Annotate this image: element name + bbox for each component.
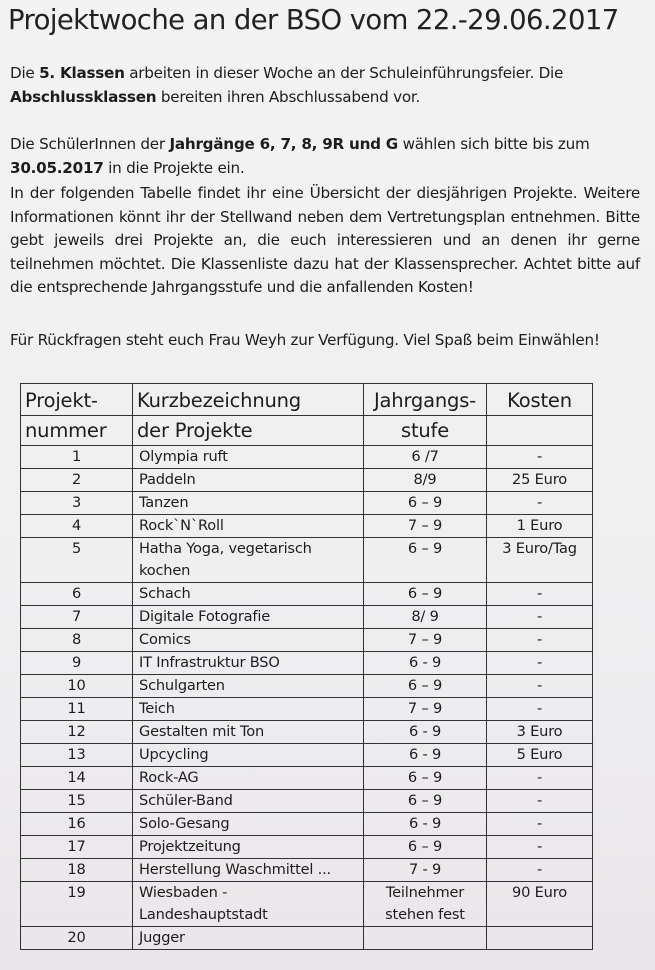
table-row (21, 813, 593, 836)
cell-project-number: 12 (21, 721, 133, 744)
table-row (21, 652, 593, 675)
header-short-name-2: der Projekte (133, 416, 364, 446)
cell-project-name: Digitale Fotografie (133, 606, 364, 629)
text-segment: wählen sich bitte bis zum (398, 135, 590, 153)
cell-costs: 3 Euro/Tag (487, 538, 593, 583)
table-row (21, 583, 593, 606)
cell-project-name: Schach (133, 583, 364, 606)
cell-project-name: Paddeln (133, 469, 364, 492)
bold-segment: Abschlussklassen (10, 87, 157, 106)
table-row (21, 767, 593, 790)
cell-project-number: 8 (21, 629, 133, 652)
cell-costs: - (487, 790, 593, 813)
cell-project-number: 7 (21, 606, 133, 629)
header-costs: Kosten (487, 384, 593, 416)
cell-project-name: Schulgarten (133, 675, 364, 698)
cell-grade-level: 6 – 9 (364, 836, 487, 859)
table-row (21, 790, 593, 813)
cell-grade-level (364, 927, 487, 950)
cell-project-name: Rock`N`Roll (133, 515, 364, 538)
cell-grade-level: 8/9 (364, 469, 487, 492)
cell-grade-level: 6 – 9 (364, 538, 487, 583)
cell-project-name: Projektzeitung (133, 836, 364, 859)
table-row (21, 446, 593, 469)
intro-paragraph-deadline (10, 133, 640, 180)
bold-segment: 30.05.2017 (10, 158, 104, 177)
cell-project-number: 13 (21, 744, 133, 767)
table-row (21, 721, 593, 744)
cell-project-number: 19 (21, 882, 133, 927)
text-segment: arbeiten in dieser Woche an der Schuleinführungsfeier. Die (124, 64, 564, 82)
text-segment: Die SchülerInnen der (10, 135, 170, 153)
cell-costs: - (487, 583, 593, 606)
cell-costs: - (487, 767, 593, 790)
table-header-row-2 (21, 416, 593, 446)
cell-costs: - (487, 446, 593, 469)
header-costs-2 (487, 416, 593, 446)
cell-grade-level: 7 – 9 (364, 629, 487, 652)
table-row (21, 515, 593, 538)
cell-project-name: IT Infrastruktur BSO (133, 652, 364, 675)
cell-costs: - (487, 606, 593, 629)
intro-paragraph-classes (10, 62, 640, 109)
intro-paragraph-instructions: In der folgenden Tabelle findet ihr eine Übersicht der diesjährigen Projekte. Weitere Informationen könnt ihr der Stellwand neben dem Vertretungsplan entnehmen. Bitte gebt jeweils drei Projekte an, die euch interessieren und an denen ihr gerne teilnehmen möchtet. Die Klassenliste dazu hat der Klassensprecher. Achtet bitte auf die entsprechende Jahrgangsstufe und die anfallenden Kosten! (10, 184, 640, 296)
table-row (21, 882, 593, 927)
cell-grade-level: 6 – 9 (364, 767, 487, 790)
cell-costs: 5 Euro (487, 744, 593, 767)
table-row (21, 698, 593, 721)
cell-costs: - (487, 698, 593, 721)
cell-project-number: 17 (21, 836, 133, 859)
cell-costs: - (487, 675, 593, 698)
cell-project-name: Hatha Yoga, vegetarisch kochen (133, 538, 364, 583)
projects-table (20, 383, 593, 950)
cell-grade-level: 6 - 9 (364, 721, 487, 744)
cell-project-name: Jugger (133, 927, 364, 950)
cell-project-name: Upcycling (133, 744, 364, 767)
cell-costs: - (487, 859, 593, 882)
cell-project-number: 11 (21, 698, 133, 721)
cell-project-number: 6 (21, 583, 133, 606)
cell-grade-level: 6 – 9 (364, 492, 487, 515)
cell-project-name: Gestalten mit Ton (133, 721, 364, 744)
text-segment: Die (10, 64, 40, 82)
cell-grade-level: 6 - 9 (364, 652, 487, 675)
table-row (21, 675, 593, 698)
cell-project-name: Tanzen (133, 492, 364, 515)
cell-project-name: Herstellung Waschmittel ... (133, 859, 364, 882)
table-row (21, 836, 593, 859)
header-project-number-2: nummer (21, 416, 133, 446)
bold-segment: 5. Klassen (39, 64, 125, 82)
page-title: Projektwoche an der BSO vom 22.-29.06.2017 (8, 4, 619, 36)
cell-project-name: Olympia ruft (133, 446, 364, 469)
header-grade-level: Jahrgangs- (364, 384, 487, 416)
table-row (21, 744, 593, 767)
cell-project-number: 5 (21, 538, 133, 583)
cell-project-number: 15 (21, 790, 133, 813)
cell-project-number: 20 (21, 927, 133, 950)
table-row (21, 927, 593, 950)
cell-costs: 90 Euro (487, 882, 593, 927)
cell-grade-level: 8/ 9 (364, 606, 487, 629)
cell-grade-level: 6 - 9 (364, 744, 487, 767)
table-row (21, 606, 593, 629)
text-segment: in die Projekte ein. (103, 158, 245, 177)
text-segment: bereiten ihren Abschlussabend vor. (156, 87, 421, 106)
cell-costs: - (487, 652, 593, 675)
header-short-name: Kurzbezeichnung (133, 384, 364, 416)
cell-project-number: 2 (21, 469, 133, 492)
cell-project-number: 3 (21, 492, 133, 515)
cell-grade-level: 7 – 9 (364, 698, 487, 721)
table-row (21, 859, 593, 882)
cell-costs (487, 927, 593, 950)
table-row (21, 492, 593, 515)
cell-costs: - (487, 836, 593, 859)
cell-grade-level: 7 – 9 (364, 515, 487, 538)
cell-project-number: 9 (21, 652, 133, 675)
cell-costs: - (487, 492, 593, 515)
bold-segment: Jahrgänge 6, 7, 8, 9R und G (169, 135, 398, 153)
cell-costs: 3 Euro (487, 721, 593, 744)
cell-project-number: 4 (21, 515, 133, 538)
table-header-row (21, 384, 593, 416)
cell-project-number: 14 (21, 767, 133, 790)
cell-project-name: Teich (133, 698, 364, 721)
table-row (21, 538, 593, 583)
cell-project-number: 16 (21, 813, 133, 836)
cell-project-name: Schüler-Band (133, 790, 364, 813)
cell-project-number: 1 (21, 446, 133, 469)
cell-project-name: Rock-AG (133, 767, 364, 790)
cell-project-name: Solo-Gesang (133, 813, 364, 836)
header-grade-level-2: stufe (364, 416, 487, 446)
table-row (21, 469, 593, 492)
header-project-number: Projekt- (21, 384, 133, 416)
intro-paragraph-contact: Für Rückfragen steht euch Frau Weyh zur Verfügung. Viel Spaß beim Einwählen! (10, 331, 600, 349)
cell-grade-level: 6 – 9 (364, 675, 487, 698)
cell-grade-level: 6 – 9 (364, 790, 487, 813)
cell-project-name: Wiesbaden - Landeshauptstadt (133, 882, 364, 927)
cell-costs: 1 Euro (487, 515, 593, 538)
cell-grade-level: Teilnehmer stehen fest (364, 882, 487, 927)
cell-project-name: Comics (133, 629, 364, 652)
cell-grade-level: 6 – 9 (364, 583, 487, 606)
cell-grade-level: 7 - 9 (364, 859, 487, 882)
table-row (21, 629, 593, 652)
cell-grade-level: 6 - 9 (364, 813, 487, 836)
cell-grade-level: 6 /7 (364, 446, 487, 469)
cell-costs: - (487, 813, 593, 836)
cell-costs: - (487, 629, 593, 652)
cell-project-number: 10 (21, 675, 133, 698)
cell-costs: 25 Euro (487, 469, 593, 492)
cell-project-number: 18 (21, 859, 133, 882)
